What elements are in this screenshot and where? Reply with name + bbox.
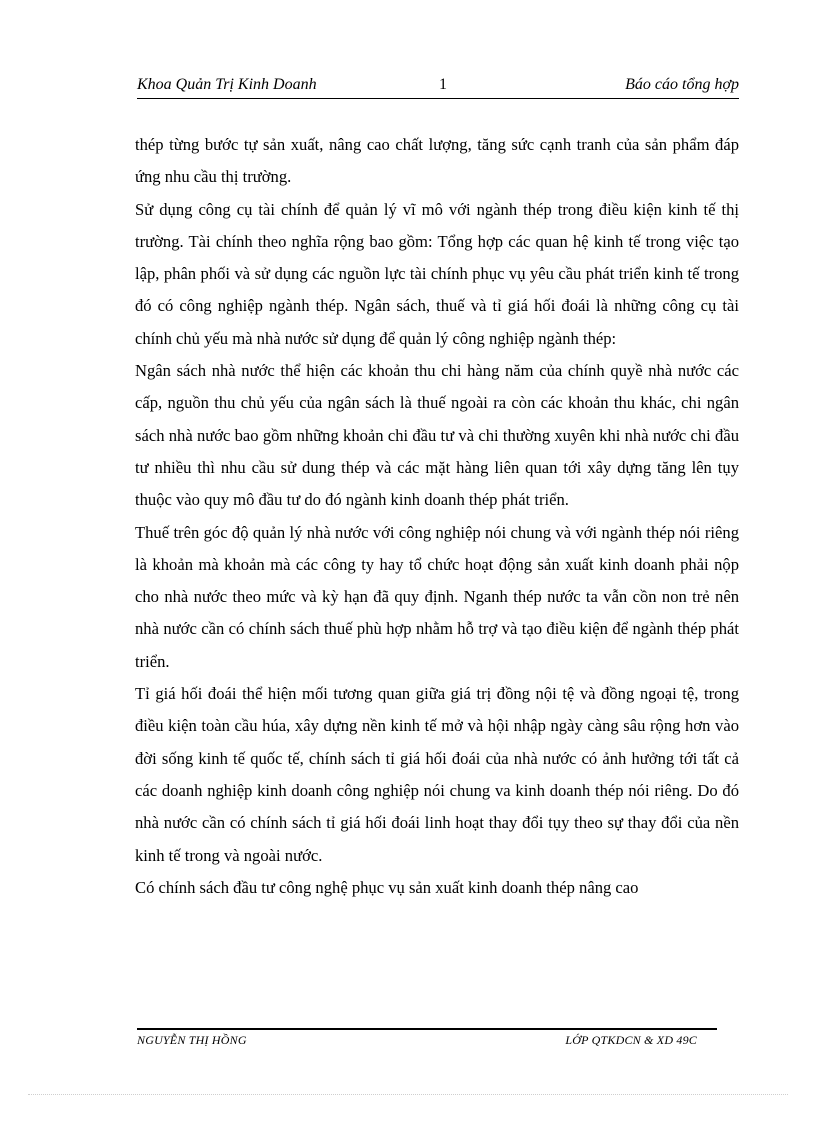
paragraph-2: Sử dụng công cụ tài chính để quản lý vĩ mô với ngành thép trong điều kiện kinh tế thị trường. Tài chính theo nghĩa rộng bao gồm: Tổng hợp các quan hệ kinh tế trong việc tạo lập, phân phối và sử dụng các nguồn lực tài chính phục vụ yêu cầu phát triển kinh tế trong đó có công nghiệp ngành thép. Ngân sách, thuế và tỉ giá hối đoái là những công cụ tài chính chủ yếu mà nhà nước sử dụng để quản lý công nghiệp ngành thép: [135,199,739,348]
footer-divider [137,1028,717,1030]
paragraph-3: Ngân sách nhà nước thể hiện các khoản thu chi hàng năm của chính quyề nhà nước các cấp, nguồn thu chủ yếu của ngân sách là thuế ngoài ra còn các khoản thu khác, chi ngân sách nhà nước bao gồm những khoản chi đầu tư và chi thường xuyên khi nhà nước chi đầu tư nhiều thì nhu cầu sử dung thép và các mặt hàng liên quan tới xây dựng tăng lên tụy thuộc vào quy mô đầu tư do đó ngành kinh doanh thép phát triển. [135,361,739,510]
header-page-number: 1 [439,76,447,93]
footer-author: NGUYỄN THỊ HỒNG [137,1033,247,1047]
paragraph-5: Tỉ giá hối đoái thể hiện mối tương quan giữa giá trị đồng nội tệ và đồng ngoại tệ, trong điều kiện toàn cầu húa, xây dựng nền kinh tế mở và hội nhập ngày càng sâu rộng hơn vào đời sống kinh tế quốc tế, chính sách tỉ giá hối đoái của nhà nước có ảnh hưởng tới tất cả các doanh nghiệp kinh doanh công nghiệp nói chung va kinh doanh thép nói riêng. Do đó nhà nước cần có chính sách tỉ giá hối đoái linh hoạt thay đổi tụy theo sự thay đổi của nền kinh tế trong và ngoài nước. [135,684,739,865]
footer-class: LỚP QTKDCN & XD 49C [565,1033,697,1047]
page-header [137,74,739,99]
page-bottom-border [28,1094,788,1095]
header-report-title: Báo cáo tổng hợp [625,76,739,93]
document-body [135,129,739,904]
header-department: Khoa Quản Trị Kinh Doanh [137,76,317,93]
paragraph-4: Thuế trên góc độ quản lý nhà nước với công nghiệp nói chung và với ngành thép nói riêng là khoản mà khoản mà các công ty hay tổ chức hoạt động sản xuất kinh doanh phải nộp cho nhà nước theo mức và kỳ hạn đã quy định. Nganh thép nước ta vẫn cồn non trẻ nên nhà nước cần có chính sách thuế phù hợp nhằm hỗ trợ và tạo điều kiện để ngành thép phát triển. [135,522,739,671]
paragraph-1: thép từng bước tự sản xuất, nâng cao chất lượng, tăng sức cạnh tranh của sản phẩm đáp ứng nhu cầu thị trường. [135,135,739,187]
paragraph-6: Có chính sách đầu tư công nghệ phục vụ sản xuất kinh doanh thép nâng cao [135,877,639,897]
